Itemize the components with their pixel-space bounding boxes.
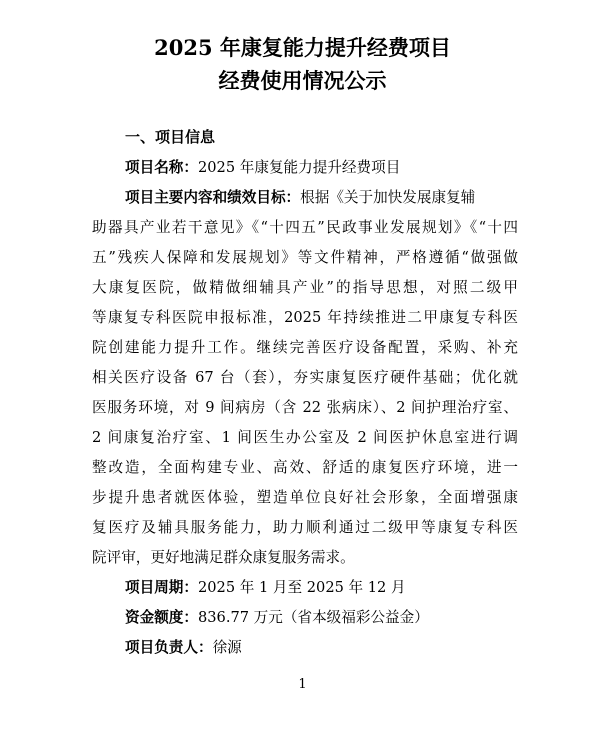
document-title-line-2: 经费使用情况公示	[218, 68, 387, 93]
amount-value: 836.77 万元（省本级福彩公益金）	[197, 609, 429, 626]
content-line: 相关医疗设备 67 台（套），夯实康复医疗硬件基础；优化就	[92, 369, 518, 386]
owner-label: 项目负责人：	[125, 639, 213, 656]
period-label: 项目周期：	[125, 579, 198, 596]
owner-row	[125, 638, 242, 658]
content-line: 助器具产业若干意见》《“十四五”民政事业发展规划》《“十四	[92, 219, 518, 236]
content-first-segment: 根据《关于加快发展康复辅	[300, 189, 476, 206]
document-title-line-1: 2025 年康复能力提升经费项目	[154, 35, 451, 60]
project-name-row	[125, 158, 400, 178]
content-line: 步提升患者就医体验，塑造单位良好社会形象，全面增强康	[92, 489, 518, 506]
content-last-line: 院评审，更好地满足群众康复服务需求。	[92, 549, 355, 566]
content-label: 项目主要内容和绩效目标：	[125, 189, 301, 206]
content-line: 五”残疾人保障和发展规划》等文件精神，严格遵循“做强做	[92, 249, 518, 266]
period-value: 2025 年 1 月至 2025 年 12 月	[197, 579, 406, 596]
project-name-label: 项目名称：	[125, 159, 198, 176]
content-first-row	[125, 188, 475, 208]
project-name-value: 2025 年康复能力提升经费项目	[197, 159, 401, 176]
amount-label: 资金额度：	[125, 609, 198, 626]
content-line: 整改造，全面构建专业、高效、舒适的康复医疗环境，进一	[92, 459, 518, 476]
content-line: 复医疗及辅具服务能力，助力顺利通过二级甲等康复专科医	[92, 519, 518, 536]
content-line: 院创建能力提升工作。继续完善医疗设备配置，采购、补充	[92, 339, 518, 356]
content-line: 大康复医院，做精做细辅具产业”的指导思想，对照二级甲	[92, 279, 518, 296]
page-number: 1	[298, 677, 307, 692]
section-heading: 一、项目信息	[125, 128, 216, 146]
owner-value: 徐源	[212, 639, 242, 656]
content-line: 2 间康复治疗室、1 间医生办公室及 2 间医护休息室进行调	[92, 429, 518, 446]
content-line: 医服务环境，对 9 间病房（含 22 张病床）、2 间护理治疗室、	[92, 399, 518, 416]
period-row	[125, 578, 406, 598]
content-line: 等康复专科医院申报标准，2025 年持续推进二甲康复专科医	[92, 309, 518, 326]
amount-row	[125, 608, 429, 628]
